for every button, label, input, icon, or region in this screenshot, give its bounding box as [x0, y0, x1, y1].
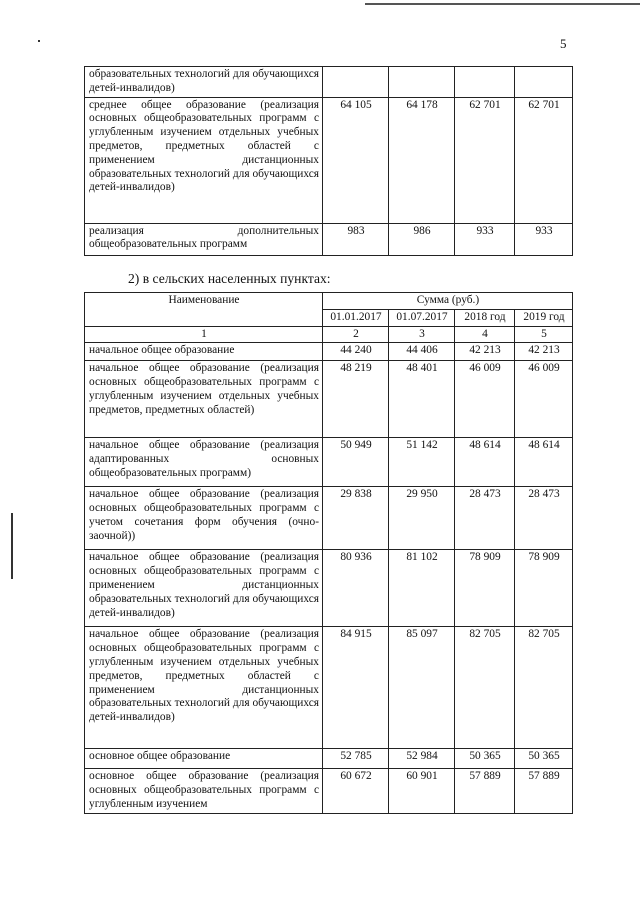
value-cell: 84 915: [323, 627, 389, 749]
row-name-cell: среднее общее образование (реализация основных общеобразовательных программ с углубленным изучением отдельных учебных предметов, предметных областей с применением дистанционных образовательных технологий для обучающихся детей-инвалидов): [85, 97, 323, 223]
value-cell: 51 142: [389, 438, 455, 487]
header-name: Наименование: [85, 293, 323, 327]
table-row: [85, 361, 573, 438]
value-cell: 60 901: [389, 769, 455, 813]
value-cell: 29 950: [389, 487, 455, 550]
table-row: [85, 343, 573, 361]
row-name-cell: основное общее образование (реализация основных общеобразовательных программ с углубленным изучением: [85, 769, 323, 813]
section-title: 2) в сельских населенных пунктах:: [128, 271, 331, 286]
column-number: 4: [455, 326, 515, 343]
value-cell: 933: [515, 223, 573, 255]
value-cell: 60 672: [323, 769, 389, 813]
table-row: [85, 550, 573, 627]
table-row: [85, 487, 573, 550]
table-row: [85, 627, 573, 749]
value-cell: 85 097: [389, 627, 455, 749]
value-cell: 50 365: [455, 749, 515, 769]
value-cell: 46 009: [515, 361, 573, 438]
column-header: 01.01.2017: [323, 309, 389, 326]
value-cell: [389, 67, 455, 98]
column-header: 2019 год: [515, 309, 573, 326]
value-cell: [455, 67, 515, 98]
value-cell: 48 219: [323, 361, 389, 438]
scan-artifact-line: [365, 3, 640, 5]
value-cell: 48 614: [515, 438, 573, 487]
value-cell: 29 838: [323, 487, 389, 550]
table-row: [85, 438, 573, 487]
row-name-cell: начальное общее образование (реализация основных общеобразовательных программ с учетом сочетания форм обучения (очно-заочной)): [85, 487, 323, 550]
column-number: 1: [85, 326, 323, 343]
row-name-cell: начальное общее образование (реализация основных общеобразовательных программ с применением дистанционных образовательных технологий для обучающихся детей-инвалидов): [85, 550, 323, 627]
value-cell: 81 102: [389, 550, 455, 627]
row-name-cell: образовательных технологий для обучающихся детей-инвалидов): [85, 67, 323, 98]
table-row: [85, 223, 573, 255]
row-name-cell: начальное общее образование (реализация основных общеобразовательных программ с углубленным изучением отдельных учебных предметов, предметных областей): [85, 361, 323, 438]
value-cell: 57 889: [515, 769, 573, 813]
table-continuation: [84, 66, 573, 256]
scan-artifact-dot: [38, 40, 40, 42]
value-cell: 28 473: [515, 487, 573, 550]
table-row: [85, 749, 573, 769]
scan-artifact-bar: [11, 513, 13, 579]
value-cell: 44 406: [389, 343, 455, 361]
value-cell: 46 009: [455, 361, 515, 438]
column-number: 2: [323, 326, 389, 343]
row-name-cell: реализация дополнительных общеобразовательных программ: [85, 223, 323, 255]
value-cell: 62 701: [515, 97, 573, 223]
value-cell: 48 614: [455, 438, 515, 487]
column-header: 01.07.2017: [389, 309, 455, 326]
value-cell: 50 365: [515, 749, 573, 769]
row-name-cell: основное общее образование: [85, 749, 323, 769]
header-sum: Сумма (руб.): [323, 293, 573, 310]
value-cell: 80 936: [323, 550, 389, 627]
value-cell: 50 949: [323, 438, 389, 487]
table-row: [85, 67, 573, 98]
table-row: [85, 769, 573, 813]
page-number: 5: [560, 36, 567, 51]
value-cell: 42 213: [455, 343, 515, 361]
row-name-cell: начальное общее образование (реализация адаптированных основных общеобразовательных программ): [85, 438, 323, 487]
value-cell: [323, 67, 389, 98]
column-number: 3: [389, 326, 455, 343]
value-cell: 986: [389, 223, 455, 255]
value-cell: [515, 67, 573, 98]
column-header: 2018 год: [455, 309, 515, 326]
value-cell: 64 178: [389, 97, 455, 223]
value-cell: 28 473: [455, 487, 515, 550]
value-cell: 82 705: [455, 627, 515, 749]
value-cell: 52 785: [323, 749, 389, 769]
value-cell: 78 909: [515, 550, 573, 627]
value-cell: 52 984: [389, 749, 455, 769]
value-cell: 62 701: [455, 97, 515, 223]
table-row: [85, 97, 573, 223]
row-name-cell: начальное общее образование (реализация основных общеобразовательных программ с углубленным изучением отдельных учебных предметов, предметных областей с применением дистанционных образовательных технологий для обучающихся детей-инвалидов): [85, 627, 323, 749]
value-cell: 933: [455, 223, 515, 255]
value-cell: 78 909: [455, 550, 515, 627]
row-name-cell: начальное общее образование: [85, 343, 323, 361]
value-cell: 44 240: [323, 343, 389, 361]
value-cell: 983: [323, 223, 389, 255]
value-cell: 42 213: [515, 343, 573, 361]
column-number: 5: [515, 326, 573, 343]
value-cell: 82 705: [515, 627, 573, 749]
value-cell: 48 401: [389, 361, 455, 438]
value-cell: 64 105: [323, 97, 389, 223]
value-cell: 57 889: [455, 769, 515, 813]
table-rural: [84, 292, 573, 814]
